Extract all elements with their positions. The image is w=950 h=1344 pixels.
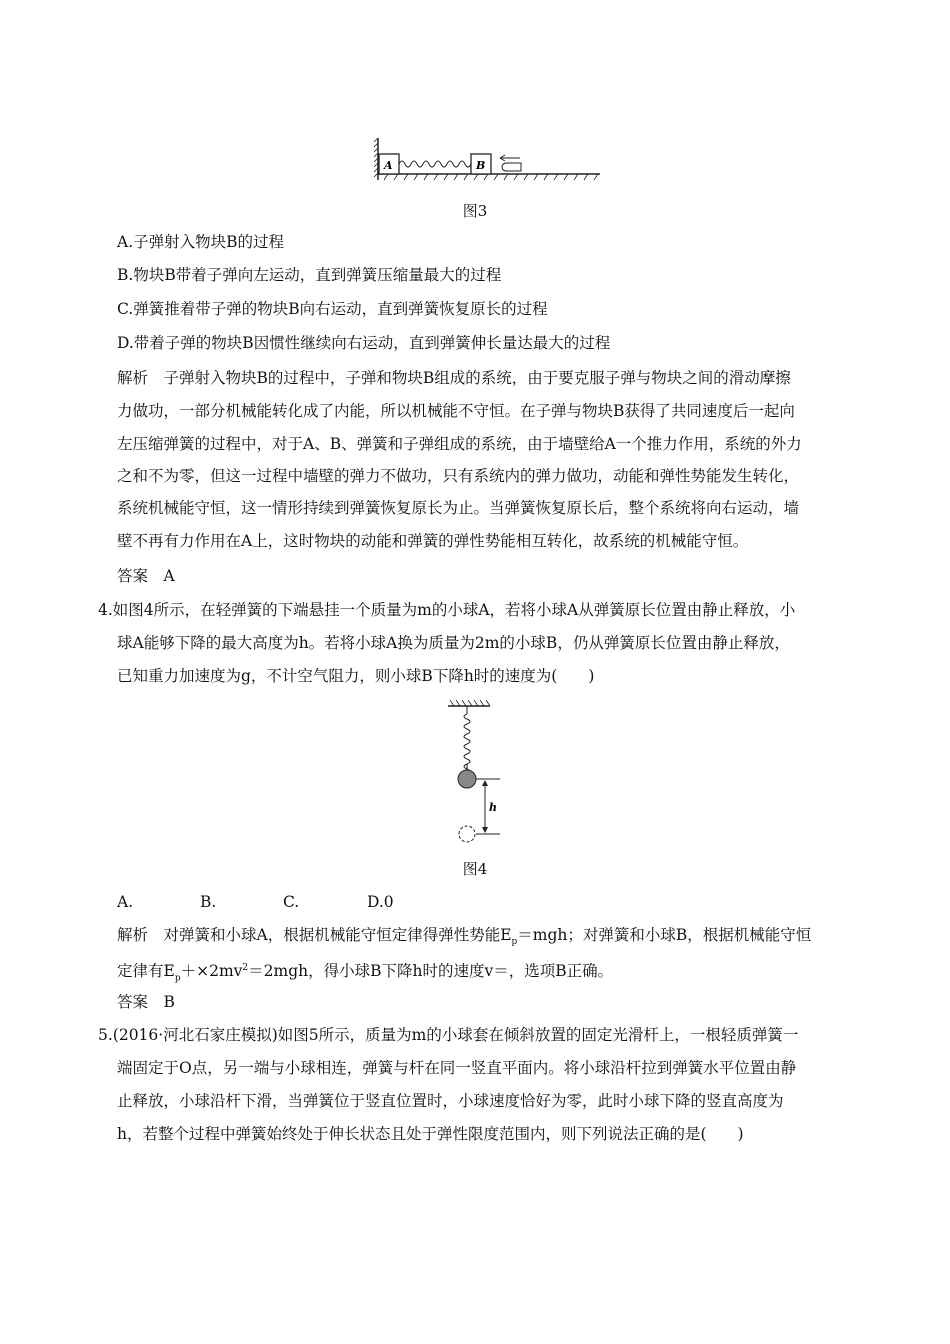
q3-analysis-line-6: 壁不再有力作用在A上，这时物块的动能和弹簧的弹性势能相互转化，故系统的机械能守恒。 <box>117 532 749 550</box>
block-a-label: A <box>384 159 393 172</box>
q4-analysis-text-1b: ＝mgh；对弹簧和小球B，根据机械能守恒 <box>517 926 812 944</box>
q4-analysis-sup-2: 2 <box>242 963 249 973</box>
q4-stem-line-2: 球A能够下降的最大高度为h。若将小球A换为质量为2m的小球B，仍从弹簧原长位置由静止释放， <box>117 634 790 652</box>
q4-analysis-line-1 <box>117 925 811 952</box>
height-h-label: h <box>489 801 497 814</box>
q4-option-b: B. <box>200 893 217 911</box>
q3-option-c: C.弹簧推着带子弹的物块B向右运动，直到弹簧恢复原长的过程 <box>117 300 548 318</box>
q5-stem-line-4: h，若整个过程中弹簧始终处于伸长状态且处于弹性限度范围内，则下列说法正确的是( ) <box>117 1125 744 1143</box>
q4-analysis-line-2 <box>117 958 613 988</box>
q5-stem-line-1: 5.(2016·河北石家庄模拟)如图5所示，质量为m的小球套在倾斜放置的固定光滑杆上，一根轻质弹簧一 <box>98 1026 799 1044</box>
q3-analysis-line-5: 系统机械能守恒，这一情形持续到弹簧恢复原长为止。当弹簧恢复原长后，整个系统将向右运动，墙 <box>117 499 800 517</box>
figure-4-caption: 图4 <box>462 860 488 878</box>
q4-analysis-sub-p-2: p <box>174 973 181 984</box>
figure-3-diagram <box>374 136 604 186</box>
q4-option-a: A. <box>117 893 134 911</box>
q4-option-d: D.0 <box>367 893 394 911</box>
q3-analysis-line-2: 力做功，一部分机械能转化成了内能，所以机械能不守恒。在子弹与物块B获得了共同速度后一起向 <box>117 402 795 420</box>
q3-option-a: A.子弹射入物块B的过程 <box>117 233 285 251</box>
q3-analysis-line-3: 左压缩弹簧的过程中，对于A、B、弹簧和子弹组成的系统，由于墙壁给A一个推力作用，系统的外力 <box>117 435 802 453</box>
figure-3-caption: 图3 <box>462 202 488 220</box>
q3-answer: 答案 A <box>117 567 175 585</box>
q5-stem-line-2: 端固定于O点，另一端与小球相连，弹簧与杆在同一竖直平面内。将小球沿杆拉到弹簧水平位置由静 <box>117 1059 797 1077</box>
q4-analysis-text-2a: 定律有E <box>117 962 175 981</box>
q4-analysis-text-2b: ＋×2mv <box>180 962 243 981</box>
q4-stem-line-1: 4.如图4所示，在轻弹簧的下端悬挂一个质量为m的小球A，若将小球A从弹簧原长位置由静止释放，小 <box>98 601 796 619</box>
figure-4-diagram <box>444 700 504 848</box>
block-b-label: B <box>476 159 486 172</box>
q4-option-c: C. <box>283 893 300 911</box>
q4-analysis-sub-p-1: p <box>511 937 518 948</box>
q3-analysis-line-1: 解析 子弹射入物块B的过程中，子弹和物块B组成的系统，由于要克服子弹与物块之间的滑动摩擦 <box>117 369 791 387</box>
q4-stem-line-3: 已知重力加速度为g，不计空气阻力，则小球B下降h时的速度为( ) <box>117 667 595 685</box>
q3-option-b: B.物块B带着子弹向左运动，直到弹簧压缩量最大的过程 <box>117 266 502 284</box>
q3-option-d: D.带着子弹的物块B因惯性继续向右运动，直到弹簧伸长量达最大的过程 <box>117 334 611 352</box>
q3-analysis-line-4: 之和不为零，但这一过程中墙壁的弹力不做功，只有系统内的弹力做功，动能和弹性势能发生转化， <box>117 467 800 485</box>
q4-answer: 答案 B <box>117 993 175 1011</box>
q4-analysis-text-1a: 解析 对弹簧和小球A，根据机械能守恒定律得弹性势能E <box>117 926 512 944</box>
q5-stem-line-3: 止释放，小球沿杆下滑，当弹簧位于竖直位置时，小球速度恰好为零，此时小球下降的竖直高度为 <box>117 1092 784 1110</box>
q4-analysis-text-2c: ＝2mgh，得小球B下降h时的速度v＝，选项B正确。 <box>248 962 614 981</box>
